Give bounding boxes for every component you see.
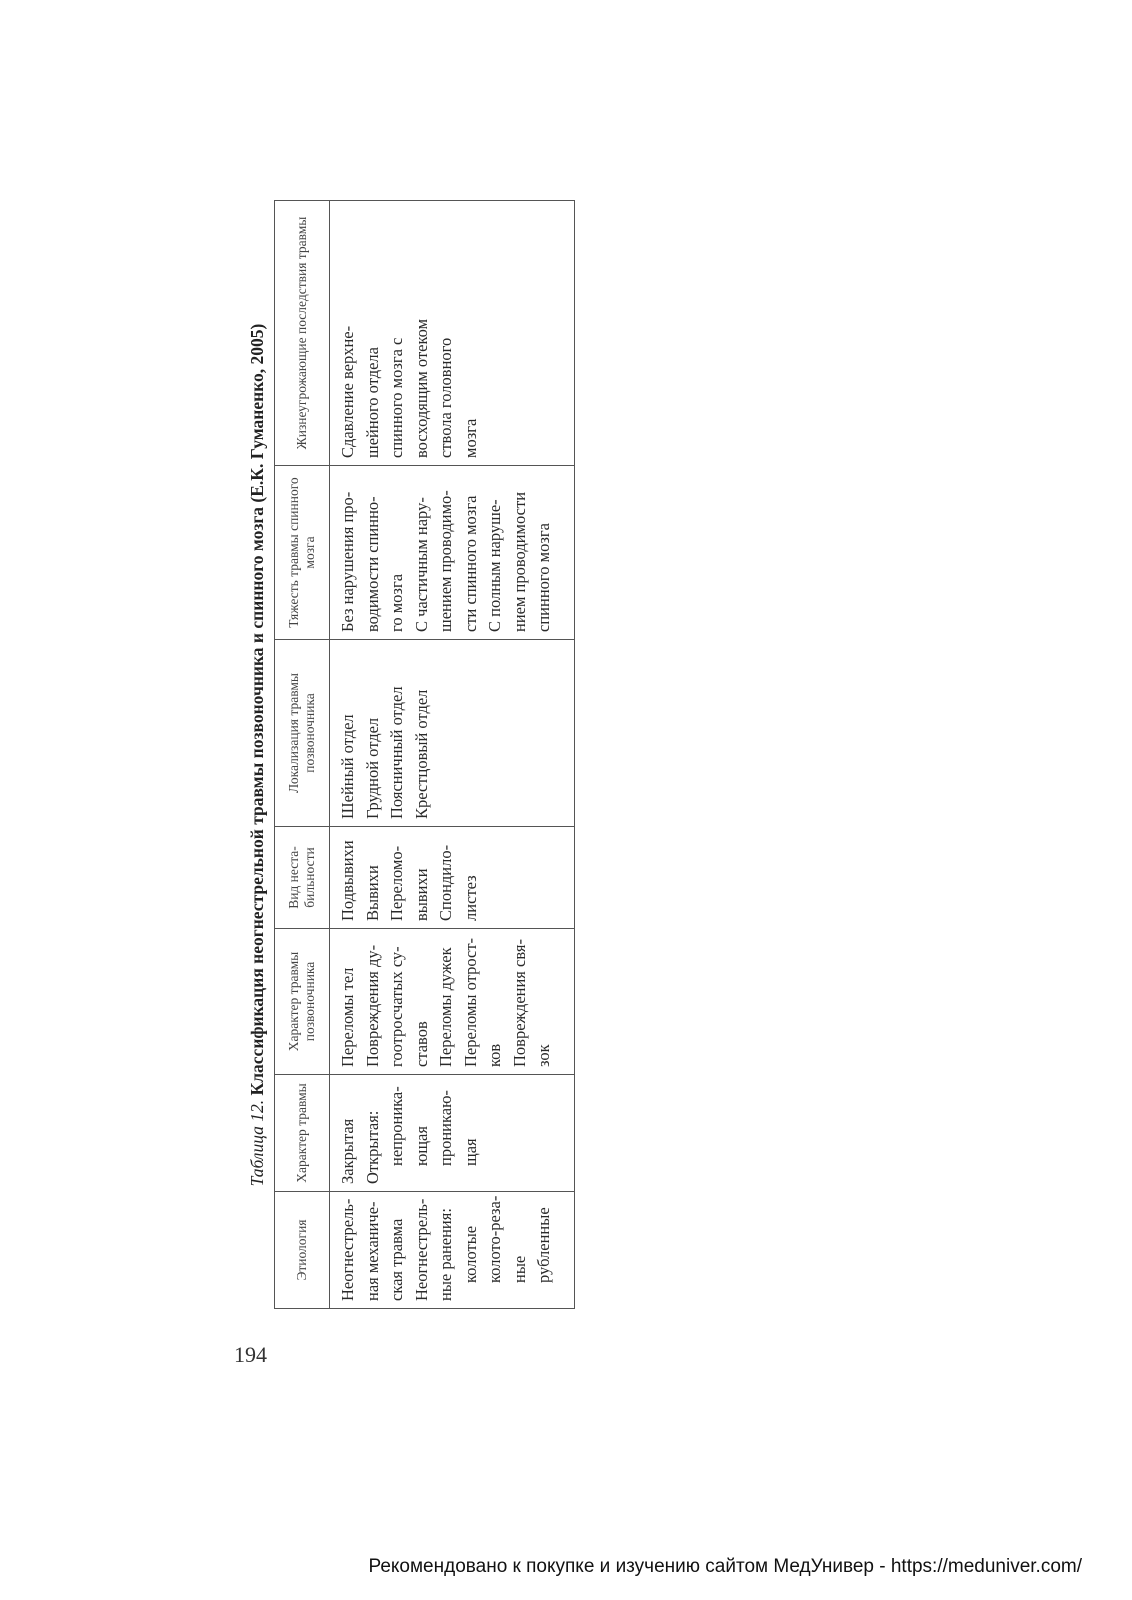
cell-spine-trauma-type bbox=[330, 929, 575, 1075]
cell-line: Грудной отдел bbox=[362, 717, 382, 819]
cell-line: ные bbox=[509, 1255, 529, 1283]
header-instability: Вид неста-бильности bbox=[275, 827, 330, 929]
cell-line: рубленные bbox=[534, 1207, 553, 1283]
cell-line: проникаю- bbox=[436, 1090, 455, 1166]
cell-line: Переломы дужек bbox=[436, 947, 455, 1067]
cell-instability bbox=[330, 827, 575, 929]
header-severity: Тяжесть травмы спинного мозга bbox=[275, 466, 330, 640]
cell-line: ствола головного bbox=[436, 337, 455, 458]
cell-line: спинного мозга с bbox=[387, 337, 406, 458]
table-row bbox=[330, 201, 575, 1309]
cell-etiology bbox=[330, 1192, 575, 1309]
cell-line: Неогнестрель- bbox=[338, 1198, 357, 1301]
cell-line: Шейный отдел bbox=[338, 714, 357, 819]
cell-line: Переломы отрост- bbox=[460, 937, 480, 1067]
cell-line: ная механиче- bbox=[362, 1201, 382, 1301]
cell-line: ные ранения: bbox=[436, 1208, 455, 1301]
cell-line: листез bbox=[460, 875, 480, 921]
table-caption-title: Классификация неогнестрельной травмы позвоночника и спинного мозга (Е.К. Гуманенко, 2005) bbox=[247, 323, 267, 1096]
cell-line: Крестцовый отдел bbox=[411, 689, 431, 819]
cell-line: Поясничный отдел bbox=[387, 686, 406, 819]
cell-line: С полным наруше- bbox=[485, 499, 504, 632]
cell-line: Неогнестрель- bbox=[411, 1198, 431, 1301]
table-header-row bbox=[275, 201, 330, 1309]
header-localization: Локализация травмы позвоночника bbox=[275, 640, 330, 827]
cell-line: Переломы тел bbox=[338, 967, 357, 1067]
cell-trauma-type bbox=[330, 1075, 575, 1192]
footer-recommendation: Рекомендовано к покупке и изучению сайтом МедУнивер - https://meduniver.com/ bbox=[368, 1556, 1082, 1577]
cell-line: Закрытая bbox=[338, 1118, 357, 1184]
cell-line: ков bbox=[485, 1043, 504, 1067]
header-trauma-type: Характер травмы bbox=[275, 1075, 330, 1192]
cell-line: Повреждения свя- bbox=[509, 938, 529, 1067]
cell-line: Вывихи bbox=[362, 865, 382, 921]
cell-severity bbox=[330, 466, 575, 640]
cell-line: вывихи bbox=[411, 868, 431, 921]
classification-table bbox=[274, 200, 575, 1309]
cell-line: Без нарушения про- bbox=[338, 491, 357, 632]
cell-line: непроника- bbox=[387, 1086, 406, 1166]
cell-localization bbox=[330, 640, 575, 827]
header-etiology: Этиология bbox=[275, 1192, 330, 1309]
cell-line: спинного мозга bbox=[534, 523, 553, 632]
cell-line: Открытая: bbox=[362, 1110, 382, 1184]
cell-line: С частичным нару- bbox=[411, 497, 431, 632]
cell-line: колотые bbox=[460, 1225, 480, 1283]
cell-line: Повреждения ду- bbox=[362, 944, 382, 1067]
cell-line: Сдавление верхне- bbox=[338, 325, 357, 458]
cell-line: Переломо- bbox=[387, 845, 406, 921]
cell-line: восходящим отеком bbox=[411, 318, 431, 458]
cell-line: шейного отдела bbox=[362, 347, 382, 458]
cell-line: сти спинного мозга bbox=[460, 495, 480, 632]
cell-line: колото-реза- bbox=[485, 1195, 504, 1283]
cell-line: го мозга bbox=[387, 573, 406, 632]
table-caption-label: Таблица 12. bbox=[247, 1099, 267, 1187]
cell-consequences bbox=[330, 201, 575, 466]
cell-line: ставов bbox=[411, 1021, 431, 1067]
cell-line: мозга bbox=[460, 418, 480, 458]
page-number: 194 bbox=[234, 1342, 267, 1367]
cell-line: Подвывихи bbox=[338, 840, 357, 921]
header-consequences: Жизнеугрожающие последствия травмы bbox=[275, 201, 330, 466]
cell-line: ская травма bbox=[387, 1218, 406, 1301]
cell-line: щая bbox=[460, 1138, 480, 1166]
cell-line: шением проводимо- bbox=[436, 490, 455, 632]
rotated-table-block bbox=[240, 190, 590, 1320]
cell-line: гоотросчатых су- bbox=[387, 946, 406, 1067]
cell-line: Спондило- bbox=[436, 844, 455, 921]
cell-line: ющая bbox=[411, 1126, 431, 1166]
cell-line: зок bbox=[534, 1044, 553, 1067]
table-caption bbox=[240, 190, 274, 1320]
cell-line: водимости спинно- bbox=[362, 496, 382, 632]
header-spine-trauma-type: Характер травмы позвоночника bbox=[275, 929, 330, 1075]
cell-line: нием проводимости bbox=[509, 491, 529, 632]
